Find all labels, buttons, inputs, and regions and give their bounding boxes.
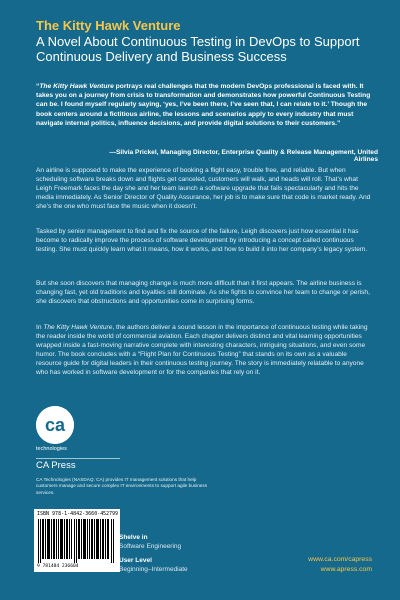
press-name: CA Press	[36, 460, 76, 471]
p4-lead: In	[36, 324, 44, 331]
price-code: 52799	[102, 511, 118, 517]
quote-open-mark: “	[36, 83, 40, 90]
isbn-barcode	[34, 509, 120, 572]
description-paragraph-2: Tasked by senior management to find and fix the source of the failure, Leigh discovers just how essential it has become to radically improve the process of software development by introducing a concept called continuous testing. She must quickly learn what it means, how it works, and how to build it into her company’s legacy system.	[36, 228, 368, 253]
description-paragraph-1: An airline is supposed to make the experience of booking a flight easy, trouble free, and reliable. But when scheduling software breaks down and flights get canceled, customers will walk, and heads will roll. That’s what Leigh Freemark faces the day she and her team launch a software upgrade that fails spectacularly and hits the media immediately. As Senior Director of Quality Assurance, her job is to make sure that code is market ready. And she’s the one who must face the music when it doesn’t.	[36, 167, 371, 210]
ca-press-url: www.ca.com/capress	[308, 556, 372, 563]
divider	[36, 458, 120, 459]
isbn-text: ISBN 978-1-4842-3660-4	[37, 511, 104, 517]
isbn-digits: 9 781484 236604	[37, 564, 79, 569]
user-level-value: Beginning–Intermediate	[119, 566, 188, 573]
p4-rest: , the authors deliver a sound lesson in the importance of continuous testing while taking the reader inside the world of commercial aviation. Each chapter delivers distinct and vital learning opportunities wrapped inside a fast-moving narrative complete with interesting characters, intriguing situations, and even some humor. The book concludes with a “Flight Plan for Continuous Testing” that stands on its own as a valuable resource guide for digital leaders in their continuous testing journey. The story is immediately relatable to anyone who has worked in software development or for the companies that rely on it.	[36, 324, 368, 376]
quote-text: portrays real challenges that the modern DevOps professional is faced with. It takes you on a journey from crisis to transformation and demonstrates how powerful Continuous Testing can be. I found myself regularly saying, ‘yes, I’ve been there, I’ve seen that, I can relate to it.’ Though the book centers around a fictitious airline, the lessons and scenarios apply to every industry that must navigate internal politics, influence decisions, and provide digital solutions to their customers.”	[36, 83, 371, 127]
description-paragraph-4	[36, 324, 374, 377]
ca-logo-icon	[36, 406, 74, 444]
apress-url: www.apress.com	[320, 566, 372, 573]
barcode-bars-icon	[38, 519, 116, 563]
book-title: The Kitty Hawk Venture	[36, 18, 181, 33]
logo-wordmark: technologies	[36, 446, 67, 452]
publisher-description: CA Technologies (NASDAQ: CA) provides IT management solutions that help customers manage and secure complex IT environments to support agile business services.	[36, 477, 208, 495]
logo-text: ca	[44, 415, 66, 435]
book-subtitle: A Novel About Continuous Testing in DevOps to Support Continuous Delivery and Business Success	[36, 34, 360, 64]
user-level-label: User Level	[119, 557, 152, 564]
p4-book-title: The Kitty Hawk Venture	[43, 324, 113, 331]
shelve-label: Shelve in	[119, 534, 148, 541]
shelve-value: Software Engineering	[119, 543, 182, 550]
description-paragraph-3: But she soon discovers that managing change is much more difficult than it first appears. The airline business is changing fast, yet old traditions and loyalties still dominate. As she fights to convince her team to change or perish, she discovers that obstructions and opportunities come in surprising forms.	[36, 280, 370, 305]
quote-book-title: The Kitty Hawk Venture	[39, 83, 114, 90]
endorsement-quote	[36, 82, 372, 128]
quote-attribution: —Silvia Prickel, Managing Director, Enterprise Quality & Release Management, United Airlines	[109, 149, 378, 163]
